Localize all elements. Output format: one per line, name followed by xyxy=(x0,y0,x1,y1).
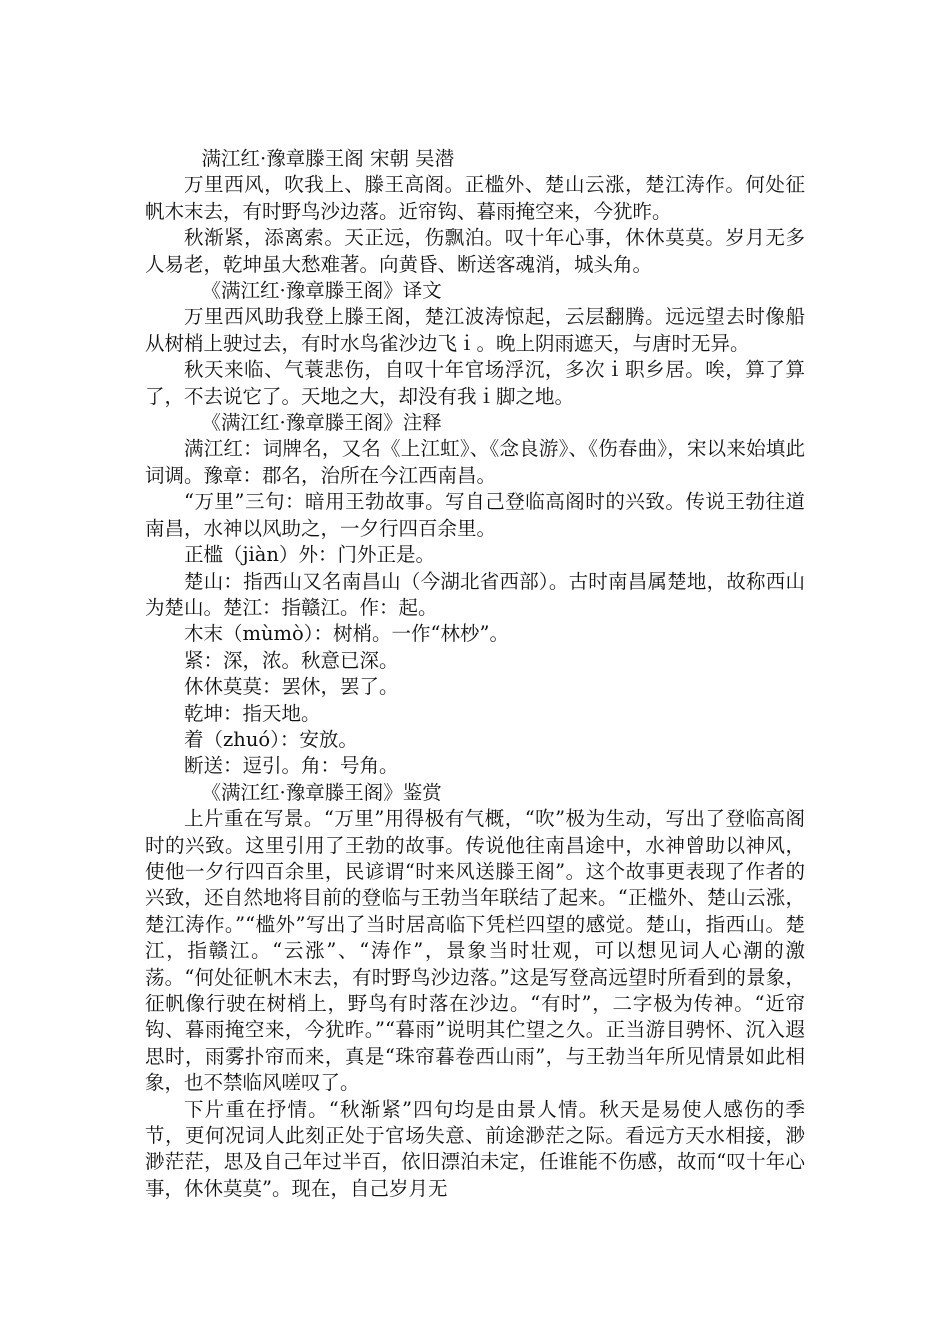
note-item: 满江红：词牌名，又名《上江虹》、《念良游》、《伤春曲》，宋以来始填此词调。豫章：郡名，治所在今江西南昌。 xyxy=(145,437,805,487)
poem-stanza-2: 秋渐紧，添离索。天正远，伤飘泊。叹十年心事，休休莫莫。岁月无多人易老，乾坤虽大愁难著。向黄昏、断送客魂消，城头角。 xyxy=(145,226,805,276)
note-item: 着（zhuó）：安放。 xyxy=(184,727,358,751)
appreciation-paragraph: 下片重在抒情。“秋渐紧”四句均是由景人情。秋天是易使人感伤的季节，更何况词人此刻正处于官场失意、前途渺茫之际。看远方天水相接，渺渺茫茫，思及自己年过半百，依旧漂泊未定，任谁能不伤感，故而“叹十年心事，休休莫莫”。现在，自己岁月无 xyxy=(145,1097,805,1200)
note-item: 楚山：指西山又名南昌山（今湖北省西部）。古时南昌属楚地，故称西山为楚山。楚江：指赣江。作：起。 xyxy=(145,569,805,619)
translation-paragraph: 万里西风助我登上滕王阁，楚江波涛惊起，云层翻腾。远远望去时像船从树梢上驶过去，有时水鸟雀沙边飞ｉ。晚上阴雨遮天，与唐时无异。 xyxy=(145,305,805,355)
translation-paragraph: 秋天来临、气蓑悲伤，自叹十年官场浮沉，多次ｉ职乡居。唉，算了算了，不去说它了。天地之大，却没有我ｉ脚之地。 xyxy=(145,358,805,408)
translation-heading: 《满江红·豫章滕王阁》译文 xyxy=(201,279,442,303)
note-item: 休休莫莫：罢休，罢了。 xyxy=(184,675,399,699)
note-item: 乾坤：指天地。 xyxy=(184,701,321,725)
appreciation-paragraph: 上片重在写景。“万里”用得极有气概，“吹”极为生动，写出了登临高阁时的兴致。这里引用了王勃的故事。传说他往南昌途中，水神曾助以神风，使他一夕行四百余里，民谚谓“时来风送滕王阁”。这个故事更表现了作者的兴致，还自然地将目前的登临与王勃当年联结了起来。“正槛外、楚山云涨，楚江涛作。”“槛外”写出了当时居高临下凭栏四望的感觉。楚山，指西山。楚江，指赣江。“云涨”、“涛作”，景象当时壮观，可以想见词人心潮的激荡。“何处征帆木末去，有时野鸟沙边落。”这是写登高远望时所看到的景象，征帆像行驶在树梢上，野鸟有时落在沙边。“有时”，二字极为传神。“近帘钩、暮雨掩空来，今犹昨。”“暮雨”说明其伫望之久。正当游目骋怀、沉入遐思时，雨雾扑帘而来，真是“珠帘暮卷西山雨”，与王勃当年所见情景如此相象，也不禁临风嗟叹了。 xyxy=(145,807,805,1095)
note-item: 紧：深，浓。秋意已深。 xyxy=(184,648,399,672)
note-item: “万里”三句：暗用王勃故事。写自己登临高阁时的兴致。传说王勃往道南昌，水神以风助之，一夕行四百余里。 xyxy=(145,490,805,540)
note-item: 正槛（jiàn）外：门外正是。 xyxy=(184,543,435,567)
poem-title: 满江红·豫章滕王阁 宋朝 吴潜 xyxy=(201,147,455,170)
poem-stanza-1: 万里西风，吹我上、滕王高阁。正槛外、楚山云涨，楚江涛作。何处征帆木末去，有时野鸟沙边落。近帘钩、暮雨掩空来，今犹昨。 xyxy=(145,173,805,223)
note-item: 断送：逗引。角：号角。 xyxy=(184,754,399,778)
notes-heading: 《满江红·豫章滕王阁》注释 xyxy=(201,411,442,435)
note-item: 木末（mùmò）：树梢。一作“林杪”。 xyxy=(184,622,509,646)
appreciation-heading: 《满江红·豫章滕王阁》鉴赏 xyxy=(201,780,442,804)
document-page xyxy=(145,146,805,1202)
